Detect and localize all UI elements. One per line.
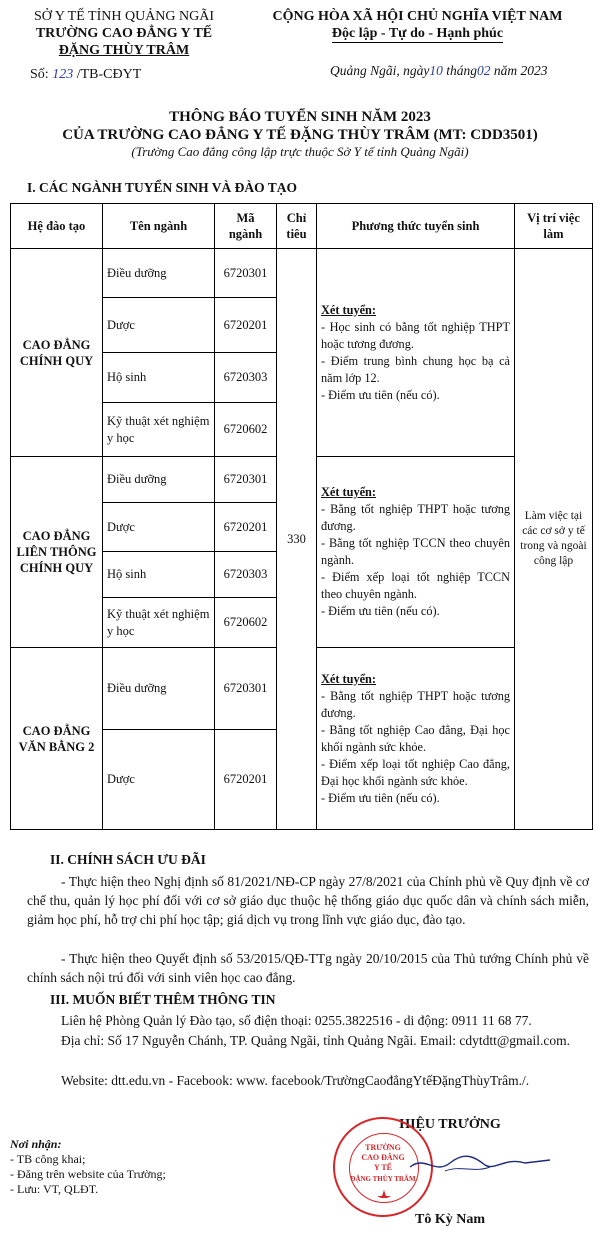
doc-number-label: Số:	[30, 67, 49, 82]
major-name: Dược	[103, 730, 215, 830]
signature-role: HIỆU TRƯỞNG	[399, 1117, 501, 1132]
stamp-text: ĐẶNG THÙY TRÂM	[350, 1175, 416, 1183]
doc-number-value: 123	[52, 67, 74, 82]
method-line: - Điểm ưu tiên (nếu có).	[321, 790, 440, 805]
stamp-text: TRƯỜNG	[365, 1143, 401, 1152]
place-date	[330, 62, 590, 79]
star-icon	[357, 1185, 411, 1193]
table-header-row	[11, 204, 593, 249]
signature-mark	[405, 1145, 555, 1190]
group-name: CAO ĐẲNG LIÊN THÔNG CHÍNH QUY	[11, 457, 103, 648]
method-line: - Bằng tốt nghiệp THPT hoặc tương đương.	[321, 688, 510, 720]
admission-method	[317, 457, 515, 648]
major-name: Kỹ thuật xét nghiệm y học	[103, 598, 215, 648]
method-line: - Điểm ưu tiên (nếu có).	[321, 387, 440, 402]
title-line3: (Trường Cao đẳng công lập trực thuộc Sở Y tế tỉnh Quảng Ngãi)	[131, 144, 469, 159]
method-title: Xét tuyển:	[321, 485, 376, 499]
method-line: - Học sinh có bằng tốt nghiệp THPT hoặc tương đương.	[321, 319, 510, 351]
section1-heading: I. CÁC NGÀNH TUYỂN SINH VÀ ĐÀO TẠO	[27, 180, 298, 195]
col-ma-nganh: Mã ngành	[215, 204, 277, 249]
title-line1: THÔNG BÁO TUYỂN SINH NĂM 2023	[169, 109, 431, 125]
major-code: 6720301	[215, 249, 277, 298]
method-line: - Bằng tốt nghiệp THPT hoặc tương đương.	[321, 502, 510, 533]
method-line: - Điểm trung bình chung học bạ cả năm lớp 12.	[321, 353, 510, 385]
major-name: Kỹ thuật xét nghiệm y học	[103, 403, 215, 457]
admission-method	[317, 249, 515, 457]
year-label: năm 2023	[493, 63, 548, 78]
title-line2: CỦA TRƯỜNG CAO ĐẲNG Y TẾ ĐẶNG THÙY TRÂM (MT: CDD3501)	[62, 127, 538, 143]
section2-paragraph2: - Thực hiện theo Quyết định số 53/2015/QĐ-TTg ngày 20/10/2015 của Thủ tướng Chính phủ về chính sách nội trú đối với sinh viên học cao đẳng.	[27, 951, 589, 985]
major-name: Dược	[103, 503, 215, 552]
school-name-line2: ĐẶNG THÙY TRÂM	[58, 43, 190, 58]
major-name: Điều dưỡng	[103, 249, 215, 298]
col-ten-nganh: Tên ngành	[103, 204, 215, 249]
school-name-line1: TRƯỜNG CAO ĐẲNG Y TẾ	[35, 26, 213, 41]
major-name: Hộ sinh	[103, 353, 215, 403]
method-line: - Điểm xếp loại tốt nghiệp TCCN theo chuyên ngành.	[321, 570, 510, 601]
major-code: 6720301	[215, 648, 277, 730]
major-code: 6720303	[215, 552, 277, 598]
stamp-text: CAO ĐẲNG	[361, 1153, 405, 1162]
contact-line: Liên hệ Phòng Quản lý Đào tạo, số điện thoại: 0255.3822516 - di động: 0911 11 68 77.	[61, 1013, 532, 1028]
major-code: 6720201	[215, 503, 277, 552]
col-vi-tri: Vị trí việc làm	[515, 204, 593, 249]
recipients	[10, 1137, 166, 1197]
chi-tieu-value: 330	[277, 249, 317, 830]
method-title: Xét tuyển:	[321, 302, 376, 317]
doc-number-suffix: /TB-CĐYT	[76, 67, 142, 82]
group-name: CAO ĐẲNG CHÍNH QUY	[11, 249, 103, 457]
major-code: 6720201	[215, 730, 277, 830]
method-line: - Bằng tốt nghiệp TCCN theo chuyên ngành.	[321, 536, 510, 567]
method-line: - Điểm ưu tiên (nếu có).	[321, 604, 440, 618]
stamp-text: Y TẾ	[373, 1163, 392, 1172]
major-name: Điều dưỡng	[103, 648, 215, 730]
address-line: Địa chỉ: Số 17 Nguyễn Chánh, TP. Quảng Ngãi, tỉnh Quảng Ngãi. Email: cdytdtt@gmail.com.	[61, 1033, 570, 1048]
section2-paragraph1: - Thực hiện theo Nghị định số 81/2021/NĐ-CP ngày 27/8/2021 của Chính phủ về Quy định về cơ chế thu, quản lý học phí đối với cơ sở giáo dục thuộc hệ thống giáo dục quốc dân và chính sách miễn, giảm học phí, hỗ trợ chi phí học tập; giá dịch vụ trong lĩnh vực giáo dục, đào tạo.	[27, 874, 589, 927]
major-code: 6720303	[215, 353, 277, 403]
major-name: Dược	[103, 298, 215, 353]
group-name: CAO ĐẲNG VĂN BẰNG 2	[11, 648, 103, 830]
recipient-item: - Lưu: VT, QLĐT.	[10, 1182, 99, 1196]
col-phuong-thuc: Phương thức tuyển sinh	[317, 204, 515, 249]
header-right	[240, 8, 595, 43]
major-code: 6720602	[215, 403, 277, 457]
section3-heading: III. MUỐN BIẾT THÊM THÔNG TIN	[50, 992, 276, 1007]
method-line: - Điểm xếp loại tốt nghiệp Cao đẳng, Đại học khối ngành sức khỏe.	[321, 756, 510, 788]
major-code: 6720602	[215, 598, 277, 648]
date-month: 02	[477, 63, 491, 78]
col-chi-tieu: Chỉ tiêu	[277, 204, 317, 249]
major-code: 6720301	[215, 457, 277, 503]
major-code: 6720201	[215, 298, 277, 353]
recipient-item: - TB công khai;	[10, 1152, 86, 1166]
header-left	[8, 8, 240, 59]
recipient-item: - Đăng trên website của Trường;	[10, 1167, 166, 1181]
majors-table	[10, 203, 593, 830]
recipients-title: Nơi nhận:	[10, 1137, 62, 1151]
national-title: CỘNG HÒA XÃ HỘI CHỦ NGHĨA VIỆT NAM	[272, 9, 563, 24]
ministry-name: SỞ Y TẾ TỈNH QUẢNG NGÃI	[33, 9, 215, 24]
admission-method	[317, 648, 515, 830]
section2-heading: II. CHÍNH SÁCH ƯU ĐÃI	[50, 852, 206, 867]
notice-title	[0, 108, 600, 160]
major-name: Hộ sinh	[103, 552, 215, 598]
table-row	[11, 249, 593, 298]
vi-tri-value: Làm việc tại các cơ sở y tế trong và ngoài công lập	[515, 249, 593, 830]
place-date-prefix: Quảng Ngãi, ngày	[330, 63, 430, 78]
document-number	[30, 66, 141, 83]
method-title: Xét tuyển:	[321, 671, 376, 686]
method-line: - Bằng tốt nghiệp Cao đẳng, Đại học khối ngành sức khỏe.	[321, 722, 510, 754]
date-day: 10	[429, 63, 443, 78]
signer-name: Tô Kỳ Nam	[415, 1212, 485, 1227]
month-label: tháng	[446, 63, 478, 78]
major-name: Điều dưỡng	[103, 457, 215, 503]
national-motto: Độc lập - Tự do - Hạnh phúc	[331, 26, 504, 41]
col-he-dao-tao: Hệ đào tạo	[11, 204, 103, 249]
website-line: Website: dtt.edu.vn - Facebook: www. facebook/TrườngCaođẳngYtếĐặngThùyTrâm./.	[61, 1073, 530, 1088]
